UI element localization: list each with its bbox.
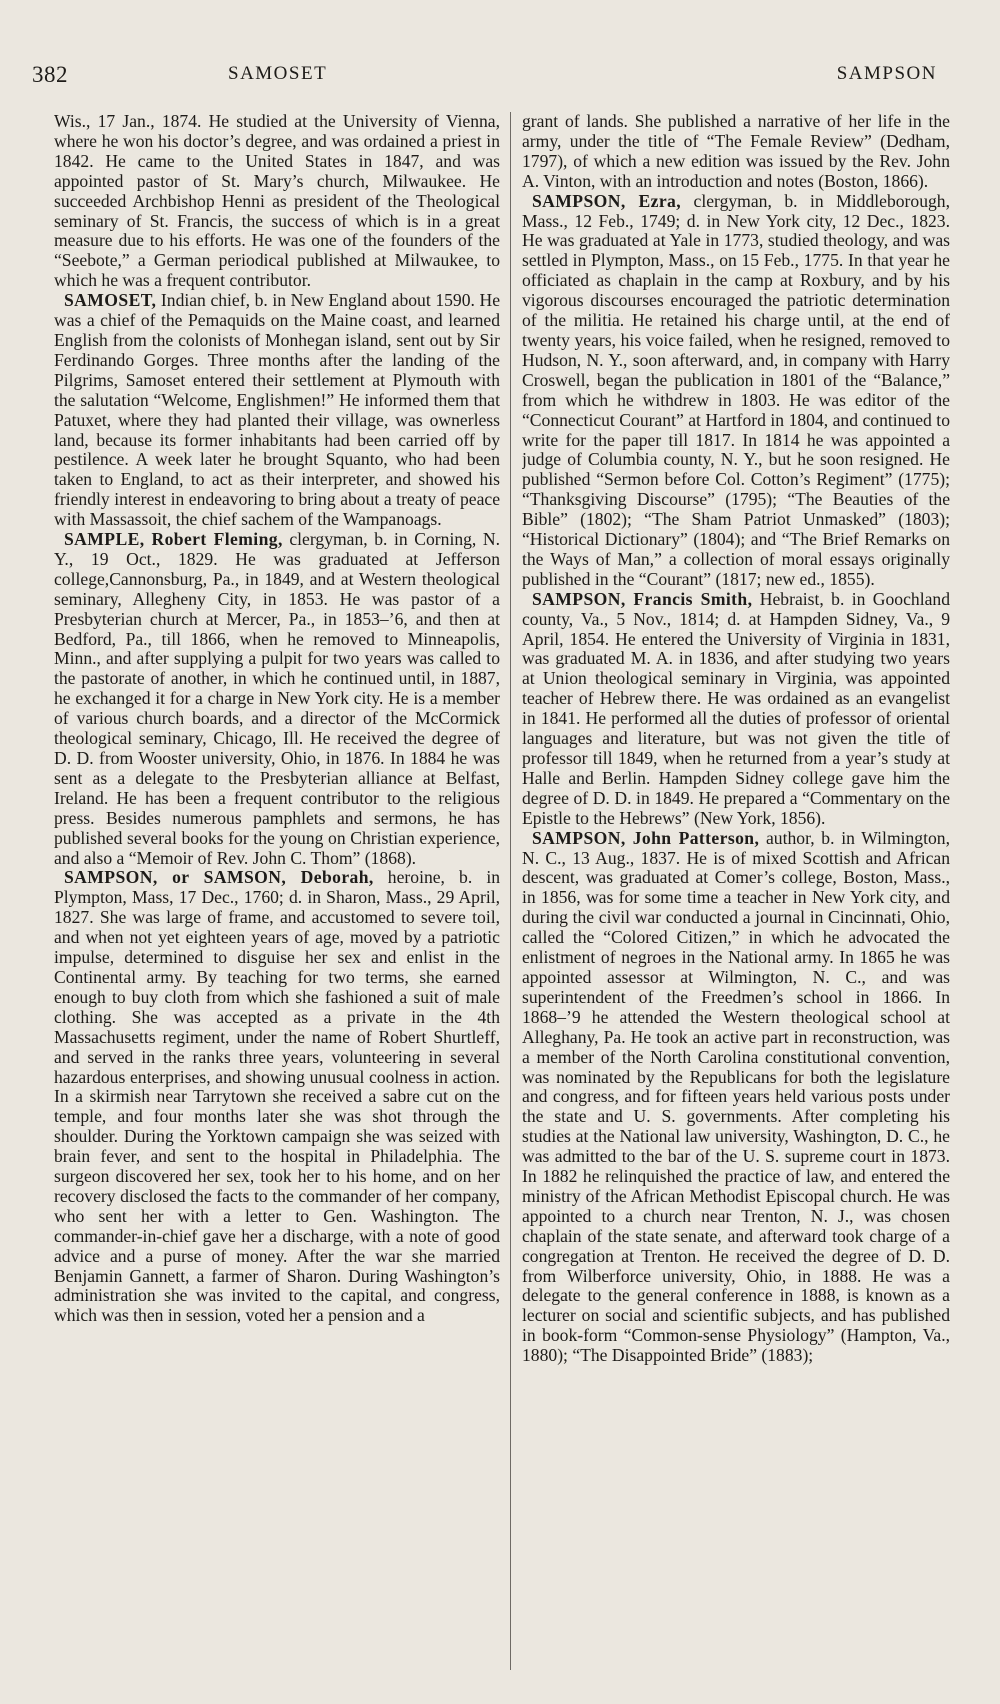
- right-column: [522, 112, 950, 1674]
- entry-text: clergyman, b. in Corning, N. Y., 19 Oct., 1829. He was graduated at Jefferson college,Cannonsburg, Pa., in 1849, and at Western theological seminary, Allegheny City, in 1853. He was pastor of a Presbyterian church at Mercer, Pa., in 1853–’6, and then at Bedford, Pa., till 1866, when he removed to Minneapolis, Minn., and after supplying a pulpit for two years was called to the pastorate of another, in which he continued until, in 1887, he exchanged it for a charge in New York city. He is a member of various church boards, and a director of the McCormick theological seminary, Chicago, Ill. He received the degree of D. D. from Wooster university, Ohio, in 1876. In 1884 he was sent as a delegate to the Presbyterian alliance at Belfast, Ireland. He has been a frequent contributor to the religious press. Besides numerous pamphlets and sermons, he has published several books for the young on Christian experience, and also a “Memoir of Rev. John C. Thom” (1868).: [54, 529, 500, 868]
- entry-text: heroine, b. in Plympton, Mass, 17 Dec., 1760; d. in Sharon, Mass., 29 April, 1827. She was large of frame, and accustomed to severe toil, and when not yet eighteen years of age, moved by a patriotic impulse, determined to disguise her sex and enlist in the Continental army. By teaching for two terms, she earned enough to buy cloth from which she fashioned a suit of male clothing. She was accepted as a private in the 4th Massachusetts regiment, under the name of Robert Shurtleff, and served in the ranks three years, volunteering in several hazardous enterprises, and showing unusual coolness in action. In a skirmish near Tarrytown she received a sabre cut on the temple, and four months later she was shot through the shoulder. During the Yorktown campaign she was seized with brain fever, and sent to the hospital in Philadelphia. The surgeon discovered her sex, took her to his home, and on her recovery disclosed the facts to the commander of her company, who sent her with a letter to Gen. Washington. The commander-in-chief gave her a discharge, with a note of good advice and a purse of money. After the war she married Benjamin Gannett, a farmer of Sharon. During Washington’s administration she was invited to the capital, and congress, which was then in session, voted her a pension and a: [54, 867, 500, 1326]
- entry-samoset: [54, 291, 500, 530]
- entry-text: clergyman, b. in Middleborough, Mass., 12 Feb., 1749; d. in New York city, 12 Dec., 1823. He was graduated at Yale in 1773, studied theology, and was settled in Plympton, Mass., on 15 Feb., 1775. In that year he officiated as chaplain in the camp at Roxbury, and by his vigorous discourses encouraged the patriotic determination of the militia. He retained his charge until, at the end of twenty years, his voice failed, when he resigned, removed to Hudson, N. Y., soon afterward, and, in company with Harry Croswell, began the publication in 1801 of the “Balance,” from which he withdrew in 1803. He was editor of the “Connecticut Courant” at Hartford in 1804, and continued to write for the paper till 1817. In 1814 he was appointed a judge of Columbia county, N. Y., but he soon resigned. He published “Sermon before Col. Cotton’s Regiment” (1775); “Thanksgiving Discourse” (1795); “The Beauties of the Bible” (1802); “The Sham Patriot Unmasked” (1803); “Historical Dictionary” (1804); and “The Brief Remarks on the Ways of Man,” a collection of moral essays originally published in the “Courant” (1817; new ed., 1855).: [522, 190, 950, 589]
- entry-headword: SAMOSET,: [64, 290, 157, 311]
- page-number: 382: [32, 62, 68, 87]
- entry-text: Hebraist, b. in Goochland county, Va., 5 Nov., 1814; d. at Hampden Sidney, Va., 9 April, 1854. He entered the University of Virginia in 1831, was graduated M. A. in 1836, and after studying two years at Union theological seminary in Virginia, was appointed teacher of Hebrew there. He was ordained as an evangelist in 1841. He performed all the duties of professor of oriental languages and literature, but was not given the title of professor till 1849, when he returned from a year’s study at Halle and Berlin. Hampden Sidney college gave him the degree of D. D. in 1849. He prepared a “Commentary on the Epistle to the Hebrews” (New York, 1856).: [522, 588, 950, 828]
- entry-sample: [54, 530, 500, 868]
- left-column: [54, 112, 500, 1674]
- entry-headword: SAMPSON, Francis Smith,: [532, 588, 753, 609]
- entry-sampson-deborah: [54, 868, 500, 1326]
- entry-sampson-john: [522, 829, 950, 1366]
- entry-text: Indian chief, b. in New England about 1590. He was a chief of the Pemaquids on the Maine coast, and learned English from the colonists of Monhegan island, sent out by Sir Ferdinando Gorges. Three months after the landing of the Pilgrims, Samoset entered their settlement at Plymouth with the salutation “Welcome, Englishmen!” He informed them that Patuxet, where they had planted their village, was ownerless land, because its former inhabitants had been carried off by pestilence. A week later he brought Squanto, who had been taken to England, to act as their interpreter, and showed his friendly interest in endeavoring to bring about a treaty of peace with Massassoit, the chief sachem of the Wampanoags.: [54, 290, 500, 530]
- column-divider: [510, 112, 511, 1670]
- running-head-left: SAMOSET: [228, 63, 328, 84]
- entry-continuation-left: Wis., 17 Jan., 1874. He studied at the University of Vienna, where he won his doctor’s degree, and was ordained a priest in 1842. He came to the United States in 1847, and was appointed pastor of St. Mary’s church, Milwaukee. He succeeded Archbishop Henni as president of the Theological seminary of St. Francis, the success of which is in a great measure due to his efforts. He was one of the founders of the “Seebote,” a German periodical published at Milwaukee, to which he was a frequent contributor.: [54, 112, 500, 291]
- entry-headword: SAMPSON, or SAMSON, Deborah,: [64, 867, 374, 888]
- entry-headword: SAMPSON, Ezra,: [532, 190, 682, 211]
- entry-headword: SAMPLE, Robert Fleming,: [64, 529, 283, 550]
- running-head-right: SAMPSON: [836, 63, 937, 84]
- entry-text: author, b. in Wilmington, N. C., 13 Aug., 1837. He is of mixed Scottish and African descent, was graduated at Comer’s college, Boston, Mass., in 1856, was for some time a teacher in New York city, and during the civil war conducted a journal in Cincinnati, Ohio, called the “Colored Citizen,” in which he advocated the enlistment of negroes in the National army. In 1865 he was appointed assessor at Wilmington, N. C., and was superintendent of the Freedmen’s school in 1866. In 1868–’9 he attended the Western theological school at Alleghany, Pa. He took an active part in reconstruction, was a member of the North Carolina constitutional convention, was nominated by the Republicans for both the legislature and congress, and for fifteen years held various posts under the state and U. S. governments. After completing his studies at the National law university, Washington, D. C., he was admitted to the bar of the U. S. supreme court in 1873. In 1882 he relinquished the practice of law, and entered the ministry of the African Methodist Episcopal church. He was appointed to a church near Trenton, N. J., was chosen chaplain of the state senate, and afterward took charge of a congregation at Trenton. He received the degree of D. D. from Wilberforce university, Ohio, in 1888. He was a delegate to the general conference in 1888, is known as a lecturer on social and scientific subjects, and has published in book-form “Common-sense Physiology” (Hampton, Va., 1880); “The Disappointed Bride” (1883);: [522, 827, 950, 1366]
- entry-sampson-francis: [522, 590, 950, 829]
- entry-sampson-ezra: [522, 192, 950, 590]
- entry-headword: SAMPSON, John Patterson,: [532, 827, 760, 848]
- page-header: [32, 62, 968, 90]
- entry-continuation-right: grant of lands. She published a narrative of her life in the army, under the title of “The Female Review” (Dedham, 1797), of which a new edition was issued by the Rev. John A. Vinton, with an introduction and notes (Boston, 1866).: [522, 112, 950, 191]
